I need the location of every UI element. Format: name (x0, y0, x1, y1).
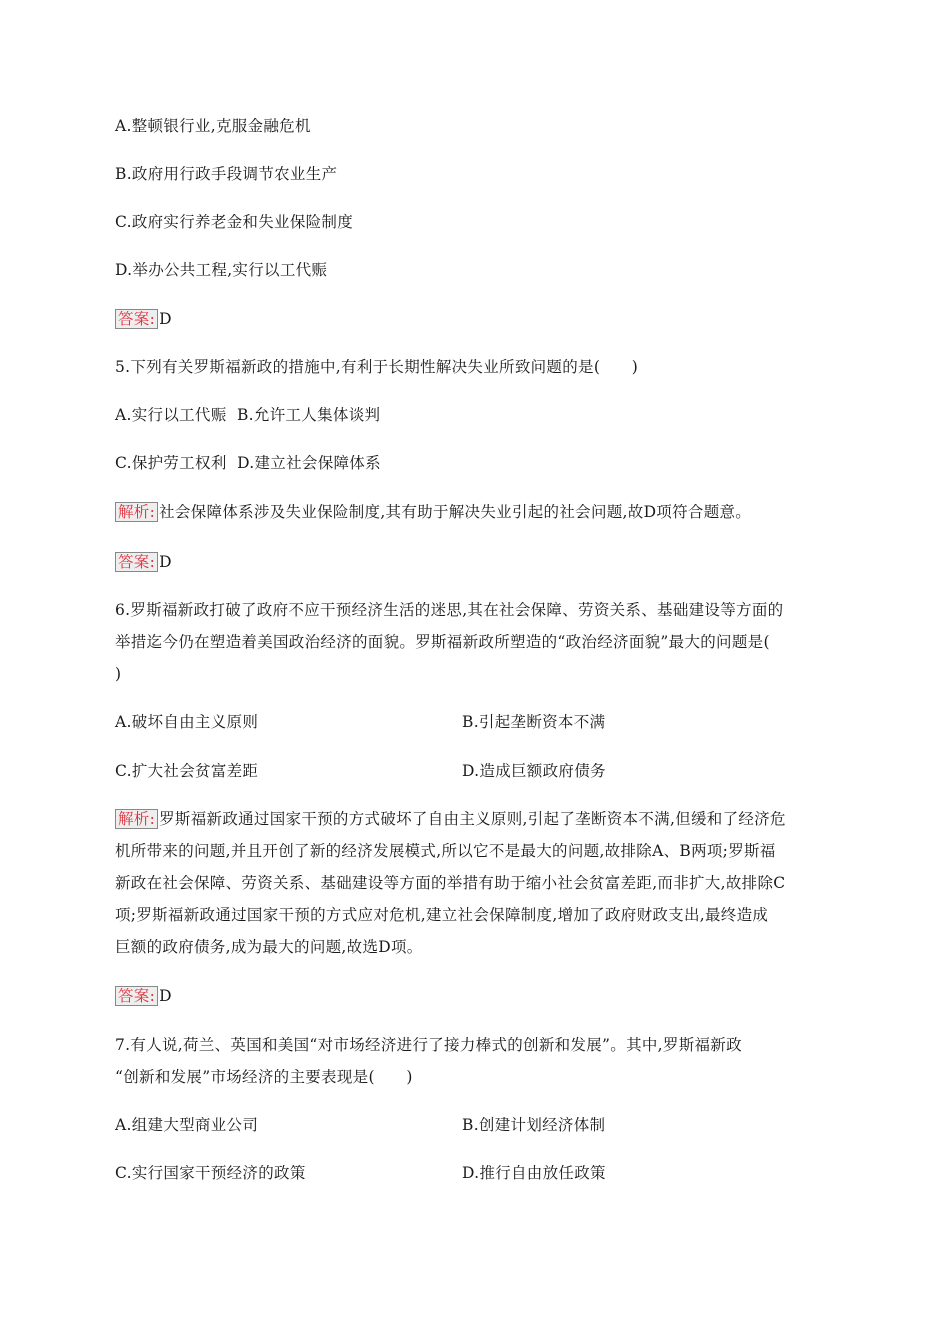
option-d: D.推行自由放任政策 (462, 1164, 606, 1182)
option-a: A.破坏自由主义原则 (115, 713, 259, 731)
option-d: D.造成巨额政府债务 (462, 762, 606, 780)
option-c: C.扩大社会贫富差距 (115, 762, 259, 780)
question-7-stem-line: 7.有人说,荷兰、英国和美国“对市场经济进行了接力棒式的创新和发展”。其中,罗斯福新政 (115, 1036, 742, 1054)
option-b: B.引起垄断资本不满 (462, 713, 606, 731)
question-7-options-row2 (115, 1163, 606, 1183)
question-5-stem: 5.下列有关罗斯福新政的措施中,有利于长期性解决失业所致问题的是( ) (115, 358, 639, 376)
option-b: B.创建计划经济体制 (462, 1116, 606, 1134)
question-6-options-row2 (115, 761, 606, 781)
answer-value: D (159, 987, 172, 1005)
answer-value: D (159, 310, 172, 328)
question-6-answer-row (115, 986, 172, 1006)
answer-label: 答案: (115, 986, 158, 1006)
question-5-options-row1: A.实行以工代赈 B.允许工人集体谈判 (115, 406, 381, 424)
answer-label: 答案: (115, 309, 158, 329)
question-7-stem-line: “创新和发展”市场经济的主要表现是( ) (115, 1068, 413, 1086)
answer-value: D (159, 553, 172, 571)
analysis-label: 解析: (115, 809, 158, 829)
analysis-label: 解析: (115, 502, 158, 522)
option-d: D.举办公共工程,实行以工代赈 (115, 261, 328, 279)
question-6-analysis-line (115, 809, 786, 829)
question-6-stem-line: 6.罗斯福新政打破了政府不应干预经济生活的迷思,其在社会保障、劳资关系、基础建设等方面的 (115, 601, 784, 619)
option-c: C.政府实行养老金和失业保险制度 (115, 213, 354, 231)
question-6-options-row1 (115, 712, 606, 732)
option-c: C.实行国家干预经济的政策 (115, 1164, 306, 1182)
question-7-options-row1 (115, 1115, 606, 1135)
option-a: A.组建大型商业公司 (115, 1116, 259, 1134)
question-6-analysis-line: 项;罗斯福新政通过国家干预的方式应对危机,建立社会保障制度,增加了政府财政支出,最终造成 (115, 906, 769, 924)
answer-label: 答案: (115, 552, 158, 572)
question-6-analysis-line: 新政在社会保障、劳资关系、基础建设等方面的举措有助于缩小社会贫富差距,而非扩大,故排除C (115, 874, 786, 892)
question-6-stem-line: ) (115, 665, 122, 683)
question-5-options-row2: C.保护劳工权利 D.建立社会保障体系 (115, 454, 381, 472)
option-a: A.整顿银行业,克服金融危机 (115, 117, 311, 135)
option-b: B.政府用行政手段调节农业生产 (115, 165, 338, 183)
question-5-answer-row (115, 552, 172, 572)
question-6-analysis-line: 机所带来的问题,并且开创了新的经济发展模式,所以它不是最大的问题,故排除A、B两项;罗斯福 (115, 842, 776, 860)
analysis-text: 社会保障体系涉及失业保险制度,其有助于解决失业引起的社会问题,故D项符合题意。 (159, 503, 752, 521)
question-5-analysis (115, 502, 751, 522)
question-6-stem-line: 举措迄今仍在塑造着美国政治经济的面貌。罗斯福新政所塑造的“政治经济面貌”最大的问题是( (115, 633, 770, 651)
analysis-text: 罗斯福新政通过国家干预的方式破坏了自由主义原则,引起了垄断资本不满,但缓和了经济危 (159, 810, 786, 828)
question-6-analysis-line: 巨额的政府债务,成为最大的问题,故选D项。 (115, 938, 423, 956)
answer-row (115, 309, 172, 329)
